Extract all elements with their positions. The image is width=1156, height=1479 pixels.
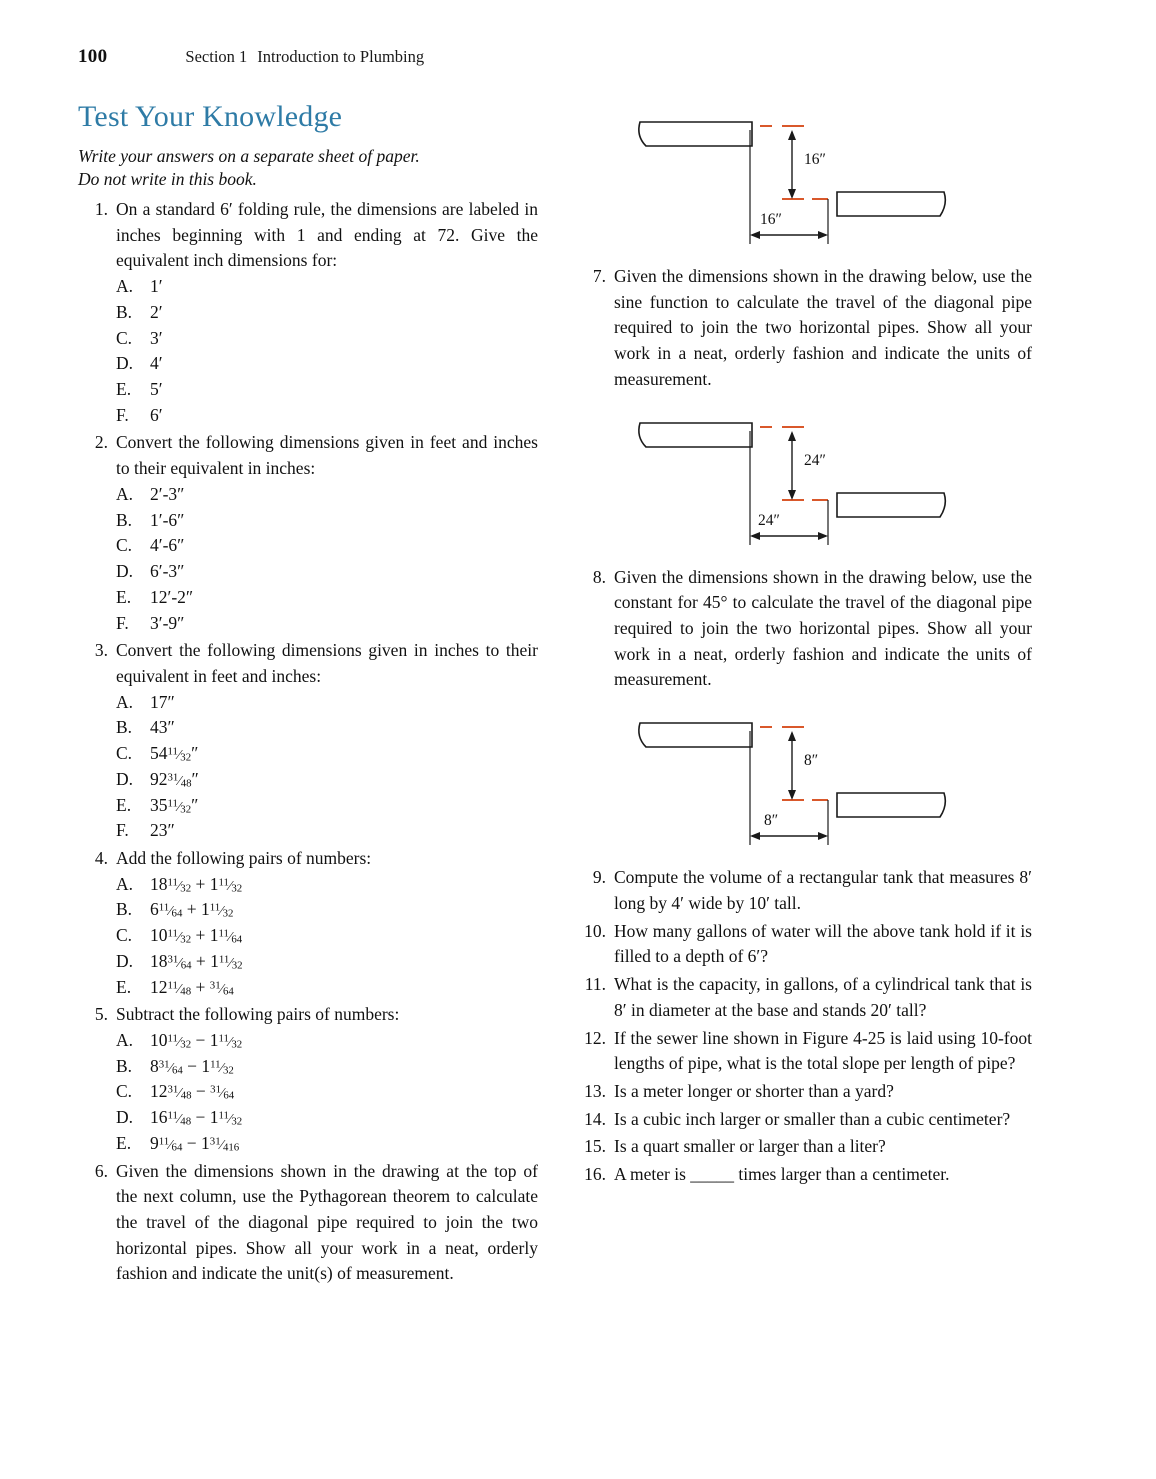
question-item (572, 972, 1032, 1023)
sub-label: D. (116, 561, 134, 582)
sub-value: 2′ (150, 301, 163, 322)
sub-value: 1′ (150, 276, 163, 297)
sub-value: 17″ (150, 691, 175, 712)
sub-label: C. (116, 535, 133, 556)
running-head-title: Introduction to Plumbing (257, 47, 425, 66)
question-number: 3. (94, 640, 108, 661)
question-item (572, 1079, 1032, 1105)
question-text: Given the dimensions shown in the drawing at the top of the next column, use the Pythagorean theorem to calculate the travel of the diagonal pipe required to join the two horizontal pipes. Show all your work in a neat, orderly fashion and indicate the unit(s) of measurement. (116, 1160, 538, 1284)
question-item (572, 1162, 1032, 1188)
sub-label: C. (116, 925, 133, 946)
list-item (116, 611, 538, 637)
sub-value: $12^{31}⁄_{48}$ − $^{31}⁄_{64}$ (150, 1081, 235, 1102)
question-item (572, 1134, 1032, 1160)
sub-label: B. (116, 717, 133, 738)
list-item (116, 1028, 538, 1054)
question-item (572, 264, 1032, 393)
question-number: 10. (584, 920, 606, 941)
sub-label: D. (116, 768, 134, 789)
figure-24in-vertical-label: 24″ (804, 451, 826, 469)
list-item (116, 351, 538, 377)
sub-value: $9^{11}⁄_{64}$ − $1^{31}⁄_{416}$ (150, 1132, 240, 1154)
question-number: 5. (94, 1004, 108, 1025)
sub-label: E. (116, 794, 132, 815)
figure-16in (632, 104, 1032, 254)
instructions-line-2: Do not write in this book. (78, 168, 257, 189)
sub-value: 4′ (150, 353, 163, 374)
sub-value: 23″ (150, 820, 175, 841)
question-text: Given the dimensions shown in the drawing below, use the constant for 45° to calculate the travel of the diagonal pipe required to join the two horizontal pipes. Show all your work in a neat, orderly fashion and indicate the units of measurement. (614, 566, 1032, 690)
figure-8in-drawing (632, 705, 1032, 855)
sub-label: D. (116, 1107, 134, 1128)
sub-value: 6′ (150, 404, 163, 425)
question-text: Compute the volume of a rectangular tank that measures 8′ long by 4′ wide by 10′ tall. (614, 867, 1032, 913)
sub-label: E. (116, 586, 132, 607)
sub-value: 12′-2″ (150, 586, 194, 607)
question-item (572, 919, 1032, 970)
right-question-list-a (572, 264, 1032, 393)
sub-value: 3′ (150, 327, 163, 348)
sub-label: C. (116, 1081, 133, 1102)
sub-value: 1′-6″ (150, 509, 185, 530)
sub-value: $12^{11}⁄_{48}$ + $^{31}⁄_{64}$ (150, 976, 234, 997)
sub-label: A. (116, 276, 134, 297)
sub-label: B. (116, 899, 133, 920)
figure-24in (632, 405, 1032, 555)
question-item (78, 197, 538, 428)
question-number: 14. (584, 1108, 606, 1129)
sub-label: A. (116, 1030, 134, 1050)
list-item (116, 1105, 538, 1131)
figure-16in-drawing (632, 104, 1032, 254)
list-item (116, 1131, 538, 1157)
sub-label: B. (116, 301, 133, 322)
left-column (78, 100, 538, 1289)
question-text: Is a meter longer or shorter than a yard? (614, 1080, 894, 1101)
sub-value: $35^{11}⁄_{32}''$ (150, 794, 199, 815)
figure-8in (632, 705, 1032, 855)
sub-label: E. (116, 1132, 132, 1153)
list-item (116, 741, 538, 767)
question-text: What is the capacity, in gallons, of a cylindrical tank that is 8′ in diameter at the base and stands 20′ tall? (614, 974, 1032, 1020)
sub-label: C. (116, 327, 133, 348)
sub-value: 3′-9″ (150, 612, 185, 633)
page-header (78, 46, 1078, 74)
question-text: On a standard 6′ folding rule, the dimensions are labeled in inches beginning with 1 and ending at 72. Give the equivalent inch dimensions for: (116, 199, 538, 271)
sub-label: B. (116, 1055, 133, 1076)
figure-16in-horizontal-label: 16″ (760, 211, 782, 228)
list-item (116, 818, 538, 844)
sub-label: A. (116, 483, 134, 504)
question-sublist (116, 690, 538, 844)
sub-value: 2′-3″ (150, 483, 185, 504)
right-column (572, 100, 1032, 1190)
page-title: Test Your Knowledge (78, 100, 343, 133)
question-text: Is a cubic inch larger or smaller than a cubic centimeter? (614, 1108, 1011, 1129)
sub-label: E. (116, 379, 132, 400)
list-item (116, 715, 538, 741)
running-head (185, 47, 424, 67)
list-item (116, 923, 538, 949)
right-question-list-c (572, 865, 1032, 1188)
list-item (116, 326, 538, 352)
sub-label: C. (116, 743, 133, 764)
sub-value: $18^{31}⁄_{64}$ + $1^{11}⁄_{32}$ (150, 950, 243, 972)
sub-value: $18^{11}⁄_{32}$ + $1^{11}⁄_{32}$ (150, 873, 243, 894)
sub-value: 43″ (150, 717, 175, 738)
question-text: Given the dimensions shown in the drawing below, use the sine function to calculate the travel of the diagonal pipe required to join the two horizontal pipes. Show all your work in a neat, orderly fashion and indicate the units of measurement. (614, 266, 1032, 389)
sub-label: B. (116, 509, 133, 530)
sub-label: D. (116, 353, 134, 374)
question-item (78, 1159, 538, 1288)
figure-8in-horizontal-label: 8″ (764, 812, 779, 830)
sub-value: $10^{11}⁄_{32}$ − $1^{11}⁄_{32}$ (150, 1030, 243, 1051)
sub-value: 5′ (150, 379, 163, 400)
sub-value: $92^{31}⁄_{48}''$ (150, 768, 199, 790)
list-item (116, 533, 538, 559)
running-head-section: Section 1 (185, 47, 248, 66)
list-item (116, 949, 538, 975)
list-item (116, 1079, 538, 1105)
question-text: How many gallons of water will the above tank hold if it is filled to a depth of 6′? (614, 920, 1032, 967)
question-text: Subtract the following pairs of numbers: (116, 1004, 400, 1025)
question-number: 2. (94, 432, 108, 453)
figure-24in-drawing (632, 405, 1032, 555)
left-question-list (78, 197, 538, 1287)
sub-value: 6′-3″ (150, 561, 185, 582)
list-item (116, 690, 538, 716)
question-item (78, 638, 538, 844)
question-item (78, 1002, 538, 1156)
right-question-list-b (572, 565, 1032, 694)
question-item (78, 430, 538, 636)
list-item (116, 300, 538, 326)
question-number: 7. (592, 266, 606, 286)
sub-label: F. (116, 820, 129, 841)
list-item (116, 377, 538, 403)
sub-value: $54^{11}⁄_{32}''$ (150, 743, 199, 764)
figure-24in-horizontal-label: 24″ (758, 511, 780, 529)
question-text: A meter is _____ times larger than a centimeter. (614, 1164, 950, 1185)
list-item (116, 975, 538, 1001)
sub-value: 4′-6″ (150, 535, 185, 556)
question-sublist (116, 274, 538, 428)
question-number: 11. (584, 974, 606, 995)
question-number: 9. (592, 867, 606, 888)
question-sublist (116, 482, 538, 636)
figure-16in-vertical-label: 16″ (804, 151, 826, 168)
sub-value: $8^{31}⁄_{64}$ − $1^{11}⁄_{32}$ (150, 1055, 234, 1077)
sub-value: $6^{11}⁄_{64}$ + $1^{11}⁄_{32}$ (150, 899, 234, 920)
list-item (116, 872, 538, 898)
question-number: 12. (584, 1027, 606, 1048)
question-text: Convert the following dimensions given in inches to their equivalent in feet and inches: (116, 640, 538, 686)
question-text: Convert the following dimensions given in feet and inches to their equivalent in inches: (116, 432, 538, 479)
question-item (572, 1026, 1032, 1077)
question-number: 4. (94, 847, 108, 868)
question-item (572, 565, 1032, 694)
question-number: 8. (592, 566, 606, 587)
list-item (116, 585, 538, 611)
question-number: 1. (94, 199, 108, 219)
page-number: 100 (78, 46, 108, 67)
list-item (116, 403, 538, 429)
question-sublist (116, 1028, 538, 1157)
sub-label: A. (116, 873, 134, 894)
list-item (116, 897, 538, 923)
list-item (116, 767, 538, 793)
list-item (116, 508, 538, 534)
list-item (116, 559, 538, 585)
question-text: Is a quart smaller or larger than a liter? (614, 1136, 886, 1157)
question-item (572, 865, 1032, 916)
question-sublist (116, 872, 538, 1001)
question-number: 13. (584, 1080, 606, 1101)
sub-label: F. (116, 404, 129, 425)
sub-label: E. (116, 976, 132, 997)
question-number: 15. (584, 1136, 606, 1157)
sub-label: A. (116, 691, 134, 712)
figure-8in-vertical-label: 8″ (804, 752, 819, 770)
question-number: 16. (584, 1164, 606, 1185)
question-item (572, 1107, 1032, 1133)
list-item (116, 274, 538, 300)
sub-value: $10^{11}⁄_{32}$ + $1^{11}⁄_{64}$ (150, 925, 243, 946)
question-item (78, 846, 538, 1000)
instructions-line-1: Write your answers on a separate sheet of paper. (78, 146, 420, 166)
sub-label: D. (116, 950, 134, 971)
sub-value: $16^{11}⁄_{48}$ − $1^{11}⁄_{32}$ (150, 1107, 243, 1128)
list-item (116, 793, 538, 819)
list-item (116, 482, 538, 508)
list-item (116, 1054, 538, 1080)
question-number: 6. (94, 1160, 108, 1181)
question-text: If the sewer line shown in Figure 4-25 is laid using 10-foot lengths of pipe, what is the total slope per length of pipe? (614, 1027, 1032, 1074)
question-text: Add the following pairs of numbers: (116, 847, 372, 868)
sub-label: F. (116, 612, 129, 633)
